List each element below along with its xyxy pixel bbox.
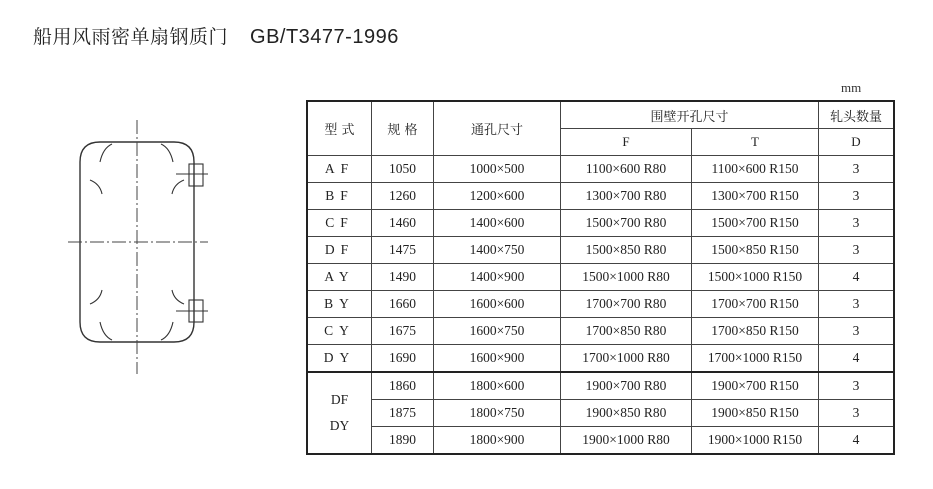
unit-label: mm [841,80,862,95]
cell-t: 1900×700 R150 [692,372,819,400]
cell-type: DY [307,345,372,373]
cell-f: 1700×1000 R80 [561,345,692,373]
cell-spec: 1675 [372,318,434,345]
cell-d: 4 [819,345,895,373]
table-row [307,318,894,345]
cell-opening: 1000×500 [434,156,561,183]
cell-d: 3 [819,372,895,400]
cell-f: 1700×700 R80 [561,291,692,318]
cell-type-group [307,372,372,454]
header-spec: 规 格 [372,101,434,156]
cell-spec: 1050 [372,156,434,183]
header-coaming-t: T [692,129,819,156]
cell-t: 1300×700 R150 [692,183,819,210]
cell-spec: 1660 [372,291,434,318]
cell-opening: 1600×900 [434,345,561,373]
cell-t: 1700×700 R150 [692,291,819,318]
cell-f: 1100×600 R80 [561,156,692,183]
header-hinge-count: 轧头数量 [819,101,895,129]
cell-opening: 1600×600 [434,291,561,318]
cell-type: AY [307,264,372,291]
cell-t: 1900×1000 R150 [692,427,819,455]
table-row [307,291,894,318]
cell-d: 3 [819,156,895,183]
cell-opening: 1400×600 [434,210,561,237]
cell-t: 1100×600 R150 [692,156,819,183]
cell-d: 3 [819,400,895,427]
table-row [307,237,894,264]
cell-t: 1900×850 R150 [692,400,819,427]
cell-spec: 1890 [372,427,434,455]
cell-t: 1500×850 R150 [692,237,819,264]
cell-opening: 1400×900 [434,264,561,291]
cell-f: 1900×1000 R80 [561,427,692,455]
cell-opening: 1800×750 [434,400,561,427]
cell-opening: 1400×750 [434,237,561,264]
cell-d: 3 [819,210,895,237]
document-title [33,22,399,49]
cell-f: 1500×700 R80 [561,210,692,237]
cell-f: 1900×850 R80 [561,400,692,427]
cell-type: BF [307,183,372,210]
header-hinge-code: D [819,129,895,156]
cell-d: 4 [819,264,895,291]
title-standard: GB/T3477-1996 [250,26,399,48]
cell-type: BY [307,291,372,318]
type-line: DY [329,418,350,433]
cell-type: CY [307,318,372,345]
cell-spec: 1875 [372,400,434,427]
cell-t: 1700×1000 R150 [692,345,819,373]
table-row [307,372,894,400]
table-row [307,427,894,455]
table-row [307,264,894,291]
cell-f: 1500×1000 R80 [561,264,692,291]
table-row [307,210,894,237]
cell-t: 1500×700 R150 [692,210,819,237]
cell-spec: 1490 [372,264,434,291]
title-name: 船用风雨密单扇钢质门 [33,26,229,48]
table-row [307,400,894,427]
door-spec-table [306,100,895,455]
cell-spec: 1260 [372,183,434,210]
cell-opening: 1200×600 [434,183,561,210]
header-coaming-group: 围壁开孔尺寸 [561,101,819,129]
cell-t: 1500×1000 R150 [692,264,819,291]
table-row [307,183,894,210]
cell-f: 1900×700 R80 [561,372,692,400]
cell-type: AF [307,156,372,183]
cell-spec: 1690 [372,345,434,373]
cell-d: 4 [819,427,895,455]
door-drawing [66,118,226,380]
cell-f: 1300×700 R80 [561,183,692,210]
header-coaming-f: F [561,129,692,156]
cell-type: DF [307,237,372,264]
cell-spec: 1475 [372,237,434,264]
cell-t: 1700×850 R150 [692,318,819,345]
cell-spec: 1860 [372,372,434,400]
header-type: 型 式 [307,101,372,156]
cell-d: 3 [819,318,895,345]
cell-d: 3 [819,237,895,264]
type-line: DF [330,392,349,407]
cell-opening: 1600×750 [434,318,561,345]
cell-f: 1700×850 R80 [561,318,692,345]
cell-spec: 1460 [372,210,434,237]
header-opening: 通孔尺寸 [434,101,561,156]
cell-d: 3 [819,291,895,318]
table-row [307,345,894,373]
cell-opening: 1800×600 [434,372,561,400]
cell-type: CF [307,210,372,237]
cell-opening: 1800×900 [434,427,561,455]
cell-d: 3 [819,183,895,210]
cell-f: 1500×850 R80 [561,237,692,264]
table-row [307,156,894,183]
